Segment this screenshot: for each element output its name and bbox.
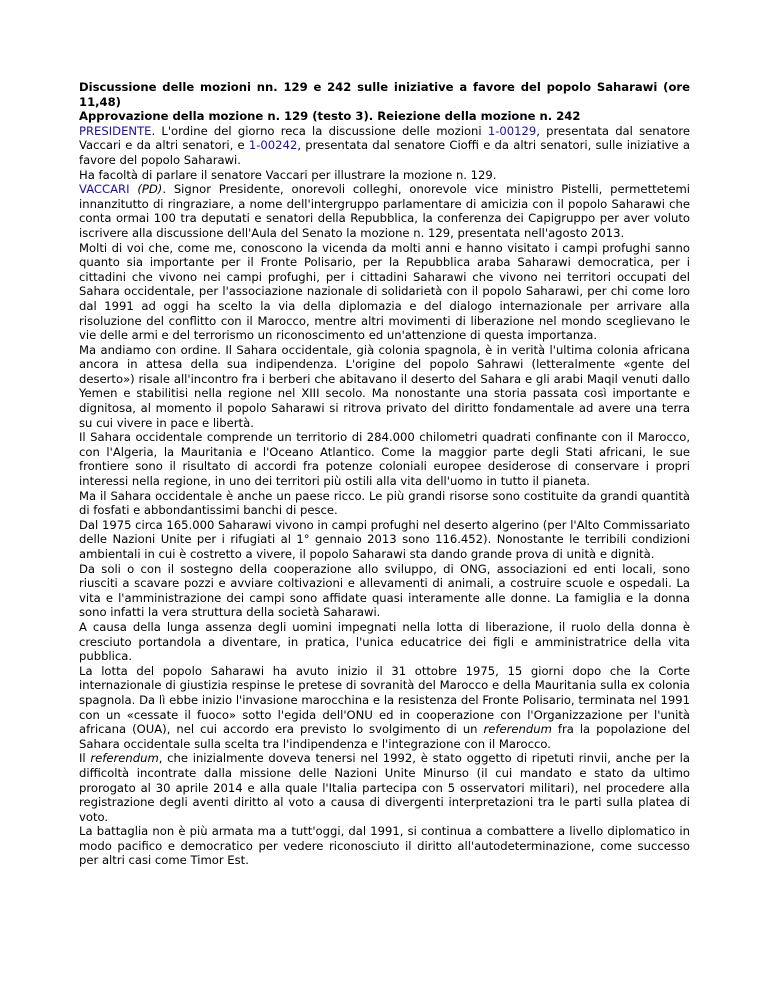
paragraph: Da soli o con il sostegno della cooperazione allo sviluppo, di ONG, associazioni ed enti locali, sono riusciti a scavare pozzi e avviare coltivazioni e allevamenti di animali, a costruire scuole e ospedali. La vita e l'amministrazione dei campi sono affidate quasi interamente alle donne. La famiglia e la donna sono infatti la vera struttura della società Saharawi. xyxy=(79,561,690,620)
paragraph-text: . Signor Presidente, onorevoli colleghi, onorevole vice ministro Pistelli, permettetemi innanzitutto di ringraziare, a nome dell'intergruppo parlamentare di amicizia con il popolo Saharawi che conta ormai 100 tra deputati e senatori della Repubblica, la conferenza dei Capigruppo per aver voluto iscrivere alla discussione dell'Aula del Senato la mozione n. 129, presentata nell'agosto 2013. xyxy=(79,182,690,240)
paragraph: A causa della lunga assenza degli uomini impegnati nella lotta di liberazione, il ruolo della donna è cresciuto portandola a diventare, in pratica, l'unica educatrice dei figli e amministratrice della vita pubblica. xyxy=(79,619,690,664)
paragraph-text: Il xyxy=(79,751,91,766)
paragraph-text: , presentata dal senatore Cioffi e da altri senatori, sulle iniziative a favore del popolo Saharawi. xyxy=(79,138,690,167)
emphasis-text: referendum xyxy=(90,751,159,766)
paragraph: Ma andiamo con ordine. Il Sahara occidentale, già colonia spagnola, è in verità l'ultima colonia africana ancora in attesa della sua indipendenza. L'origine del popolo Sahrawi (letteralmente «gente del deserto») risale all'incontro fra i berberi che abitavano il deserto del Sahara e gli arabi Maqil venuti dallo Yemen e stabilitisi nella regione nel XIII secolo. Ma nonostante una storia passata così importante e dignitosa, al momento il popolo Saharawi si ritrova privato del diritto fondamentale ad avere una terra su cui vivere in pace e libertà. xyxy=(79,342,690,430)
paragraph: Dal 1975 circa 165.000 Saharawi vivono in campi profughi nel deserto algerino (per l'Alto Commissariato delle Nazioni Unite per i rifugiati al 1° gennaio 2013 sono 116.452). Nonostante le terribili condizioni ambientali in cui è costretto a vivere, il popolo Saharawi sta dando grande prova di unità e dignità. xyxy=(79,517,691,561)
paragraph: Il Sahara occidentale comprende un territorio di 284.000 chilometri quadrati confinante con il Marocco, con l'Algeria, la Mauritania e l'Oceano Atlantico. Come la maggior parte degli Stati africani, le sue frontiere sono il risultato di accordi fra potenze coloniali europee desiderose di conservare i propri interessi nella regione, in uno dei territori più ostili alla vita dell'uomo in tutto il pianeta. xyxy=(79,430,690,489)
section-heading: Discussione delle mozioni nn. 129 e 242 sulle iniziative a favore del popolo Saharawi (ore 11,48) xyxy=(79,80,690,109)
paragraph-vaccari xyxy=(79,182,690,240)
paragraph: Molti di voi che, come me, conoscono la vicenda da molti anni e hanno visitato i campi profughi sanno quanto sia importante per il Fronte Polisario, per la Repubblica araba Saharawi democratica, per i cittadini che vivono nei campi profughi, per i cittadini Saharawi che vivono nei territori occupati del Sahara occidentale, per l'associazione nazionale di solidarietà con il popolo Saharawi, per chi come loro dal 1991 ad oggi ha scelto la via della diplomazia e del dialogo internazionale per arrivare alla risoluzione del conflitto con il Marocco, mentre altri movimenti di liberazione nel mondo sceglievano le vie delle armi e del terrorismo un riconoscimento ed un'attenzione di questa importanza. xyxy=(79,240,690,343)
paragraph: La battaglia non è più armata ma a tutt'oggi, dal 1991, si continua a combattere a livello diplomatico in modo pacifico e democratico per vedere riconosciuto il diritto all'autodeterminazione, come successo per altri casi come Timor Est. xyxy=(79,824,690,868)
paragraph-text: fra la popolazione del Sahara occidentale sulla scelta tra l'indipendenza e l'integrazione con il Marocco. xyxy=(79,722,690,751)
paragraph-text: . L'ordine del giorno reca la discussione delle mozioni xyxy=(151,123,488,138)
speaker-party: (PD) xyxy=(129,182,163,197)
paragraph: Ha facoltà di parlare il senatore Vaccari per illustrare la mozione n. 129. xyxy=(79,167,497,182)
document-page xyxy=(79,80,690,868)
paragraph: Ma il Sahara occidentale è anche un paese ricco. Le più grandi risorse sono costituite da grandi quantità di fosfati e abbondantissimi banchi di pesce. xyxy=(79,488,690,518)
paragraph-presidente xyxy=(79,124,690,168)
paragraph-text: , che inizialmente doveva tenersi nel 1992, è stato oggetto di ripetuti rinvii, anche per la difficoltà incontrate dalla missione delle Nazioni Unite Minurso (il cui mandato e stato da ultimo prorogato al 30 aprile 2014 e alla quale l'Italia partecipa con 5 osservatori militari), nel procedere alla registrazione degli aventi diritto al voto a causa di divergenti interpretazioni tra le parti sulla platea di voto. xyxy=(79,751,691,824)
speaker-link-vaccari[interactable]: VACCARI xyxy=(79,182,130,197)
motion-link-242[interactable]: 1-00242 xyxy=(248,138,298,153)
paragraph xyxy=(79,751,690,824)
emphasis-text: referendum xyxy=(483,722,552,737)
section-subheading: Approvazione della mozione n. 129 (testo 3). Reiezione della mozione n. 242 xyxy=(79,109,581,124)
paragraph-text: La lotta del popolo Saharawi ha avuto inizio il 31 ottobre 1975, 15 giorni dopo che la Corte internazionale di giustizia respinse le pretese di sovranità del Marocco e della Mauritania sulla ex colonia spagnola. Da lì ebbe inizio l'invasione marocchina e la resistenza del Fronte Polisario, terminata nel 1991 con un «cessate il fuoco» sotto l'egida dell'ONU ed in cooperazione con l'Organizzazione per l'unità africana (OUA), nel cui accordo era previsto lo svolgimento di un xyxy=(79,663,690,737)
paragraph-text: , presentata dal senatore Vaccari e da altri senatori, e xyxy=(79,123,690,153)
motion-link-129[interactable]: 1-00129 xyxy=(487,123,537,138)
paragraph xyxy=(79,664,690,752)
speaker-link-presidente[interactable]: PRESIDENTE xyxy=(79,123,152,138)
